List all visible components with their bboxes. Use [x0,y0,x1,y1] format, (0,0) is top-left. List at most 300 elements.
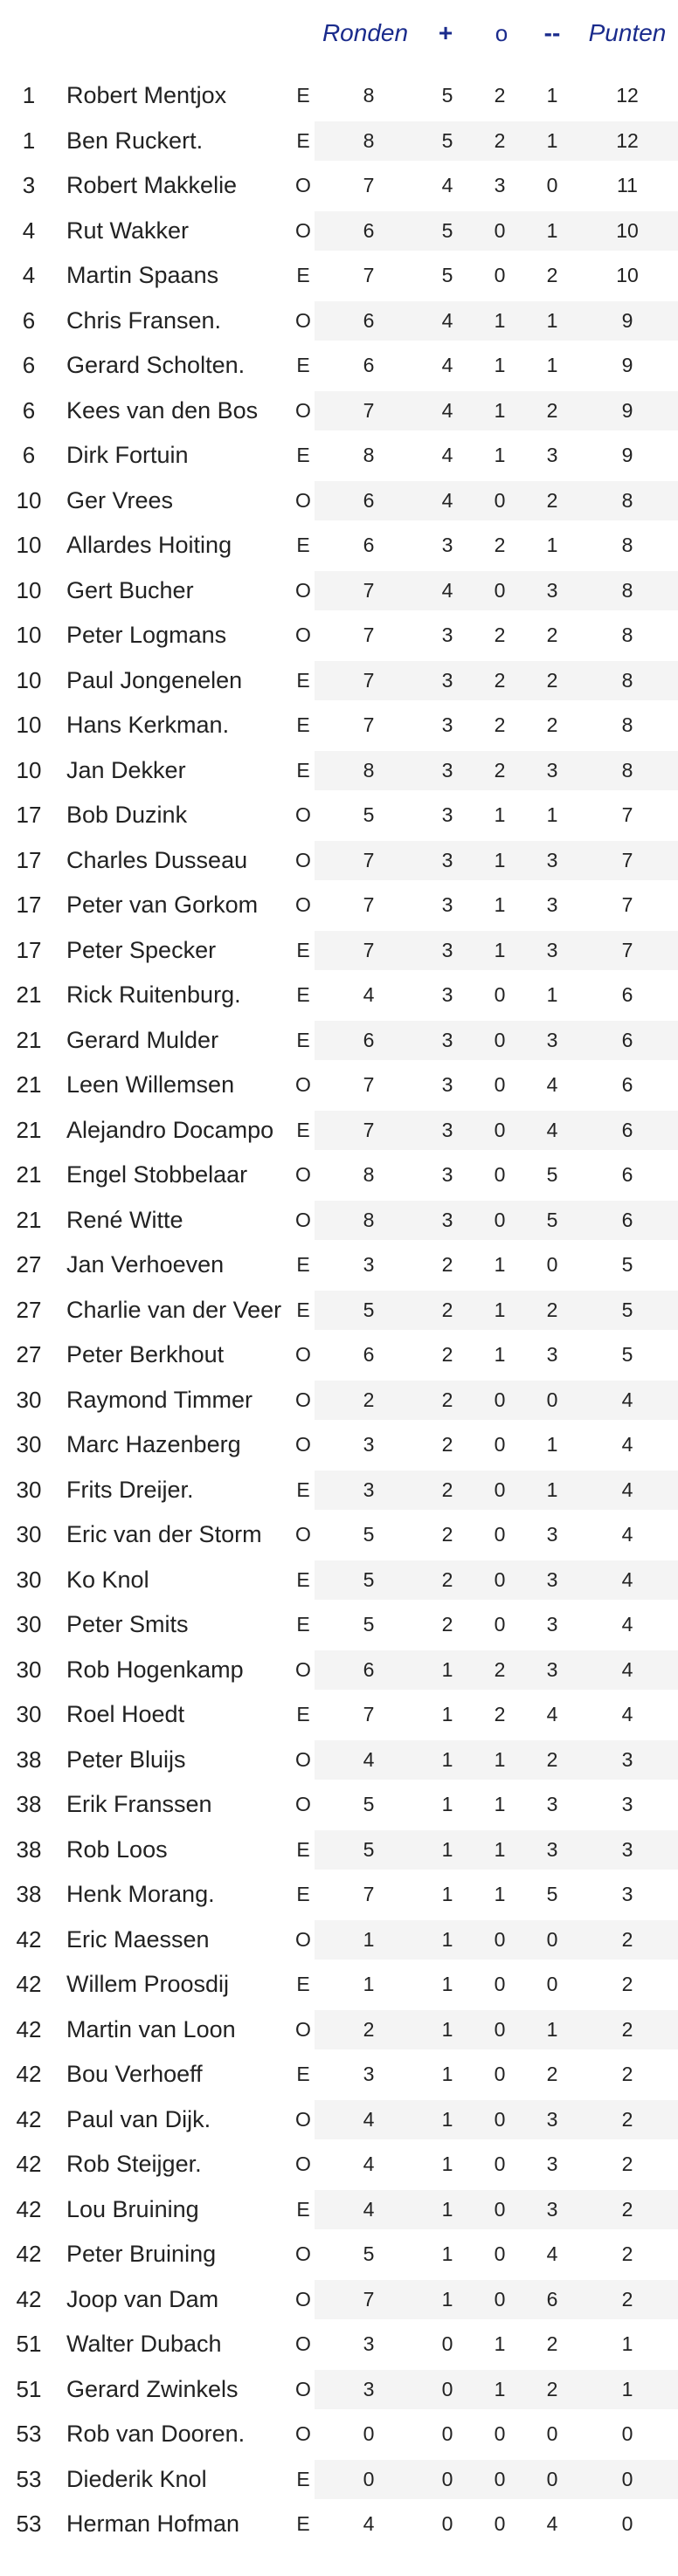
rank-cell: 53 [16,2465,42,2492]
table-row [0,1333,678,1378]
losses-cell: 2 [546,398,558,422]
table-row [0,163,678,209]
color-cell: O [295,1747,311,1771]
rank-cell: 10 [16,532,42,558]
draws-cell: 1 [494,1837,506,1861]
rank-cell: 10 [16,666,42,693]
draws-cell: 2 [494,623,506,646]
points-cell: 5 [621,1253,633,1276]
player-name: Allardes Hoiting [66,532,232,558]
points-cell: 2 [621,2152,633,2175]
table-row [0,1198,678,1243]
draws-cell: 0 [494,1163,506,1186]
draws-cell: 1 [494,1298,506,1321]
losses-cell: 6 [546,2287,558,2311]
ronden-cell: 5 [363,1298,375,1321]
color-cell: O [295,2152,311,2175]
table-row [0,2322,678,2367]
ronden-cell: 7 [363,2287,375,2311]
color-cell: E [296,1973,310,1995]
losses-cell: 4 [546,1073,558,1096]
draws-cell: 0 [494,2197,506,2221]
player-name: René Witte [66,1206,183,1233]
table-row [0,2008,678,2053]
rank-cell: 10 [16,622,42,648]
table-header [0,16,678,51]
ronden-cell: 6 [363,218,375,242]
losses-cell: 3 [546,758,558,782]
losses-cell: 1 [546,983,558,1006]
ronden-cell: 5 [363,1523,375,1546]
draws-cell: 2 [494,128,506,152]
rank-cell: 51 [16,2331,42,2357]
player-name: Peter Logmans [66,622,227,648]
losses-cell: 2 [546,2332,558,2355]
rank-cell: 38 [16,1881,42,1907]
rank-cell: 27 [16,1251,42,1278]
player-name: Hans Kerkman. [66,712,230,738]
points-cell: 0 [621,2422,633,2445]
rank-cell: 1 [22,82,36,108]
rank-cell: 38 [16,1746,42,1773]
ronden-cell: 8 [363,758,375,782]
color-cell: O [295,2017,311,2041]
points-cell: 9 [621,444,633,466]
ronden-cell: 7 [363,174,375,196]
points-cell: 8 [621,578,633,602]
draws-cell: 0 [494,1073,506,1096]
player-name: Erik Franssen [66,1791,212,1817]
wins-cell: 0 [441,2422,453,2445]
color-cell: E [296,1298,310,1321]
ronden-cell: 5 [363,1613,375,1636]
points-cell: 0 [621,2512,633,2535]
color-cell: E [296,758,310,782]
losses-cell: 2 [546,713,558,736]
draws-cell: 2 [494,1703,506,1725]
wins-cell: 1 [441,1793,453,1815]
wins-cell: 2 [441,1343,453,1366]
draws-cell: 1 [494,354,506,376]
rank-cell: 6 [22,352,36,378]
player-name: Herman Hofman [66,2511,240,2537]
player-name: Martin van Loon [66,2015,236,2042]
ronden-cell: 7 [363,1073,375,1096]
table-row [0,479,678,524]
table-row [0,613,678,658]
draws-cell: 1 [494,308,506,332]
draws-cell: 1 [494,1747,506,1771]
points-cell: 9 [621,398,633,422]
ronden-cell: 2 [363,1388,375,1411]
losses-cell: 1 [546,84,558,107]
player-name: Gert Bucher [66,576,194,603]
rank-cell: 30 [16,1386,42,1413]
table-row [0,568,678,614]
points-cell: 5 [621,1343,633,1366]
points-cell: 8 [621,668,633,692]
rank-cell: 21 [16,1026,42,1053]
wins-cell: 0 [441,2377,453,2400]
ronden-cell: 7 [363,668,375,692]
player-name: Dirk Fortuin [66,442,189,468]
rank-cell: 10 [16,712,42,738]
rank-cell: 42 [16,2285,42,2312]
wins-cell: 5 [441,218,453,242]
draws-cell: 0 [494,578,506,602]
color-cell: O [295,218,311,242]
color-cell: E [296,2512,310,2535]
wins-cell: 1 [441,2197,453,2221]
ronden-cell: 4 [363,1747,375,1771]
ronden-cell: 6 [363,488,375,512]
table-row [0,1108,678,1154]
color-cell: O [295,1343,311,1366]
points-cell: 6 [621,1028,633,1051]
points-cell: 4 [621,1523,633,1546]
losses-cell: 3 [546,2107,558,2131]
draws-cell: 0 [494,983,506,1006]
wins-cell: 1 [441,1837,453,1861]
player-name: Peter van Gorkom [66,892,259,918]
ronden-cell: 7 [363,848,375,871]
draws-cell: 0 [494,1208,506,1231]
draws-cell: 0 [494,1927,506,1951]
draws-cell: 1 [494,2332,506,2355]
ronden-cell: 7 [363,623,375,646]
table-row [0,1602,678,1648]
losses-cell: 2 [546,488,558,512]
losses-cell: 1 [546,354,558,376]
table-row [0,928,678,974]
points-cell: 1 [621,2332,633,2355]
ronden-cell: 6 [363,534,375,556]
table-row [0,658,678,704]
draws-cell: 1 [494,1253,506,1276]
wins-cell: 0 [441,2467,453,2490]
color-cell: E [296,983,310,1006]
ronden-cell: 7 [363,938,375,961]
wins-cell: 4 [441,174,453,196]
draws-cell: 0 [494,1433,506,1456]
losses-cell: 4 [546,1703,558,1725]
player-name: Eric van der Storm [66,1521,262,1547]
wins-cell: 4 [441,578,453,602]
table-row [0,1872,678,1918]
draws-cell: 1 [494,1343,506,1366]
ronden-cell: 5 [363,1837,375,1861]
losses-cell: 2 [546,1298,558,1321]
losses-cell: 0 [546,1927,558,1951]
wins-cell: 3 [441,1208,453,1231]
player-name: Rut Wakker [66,217,190,244]
losses-cell: 4 [546,1118,558,1141]
ronden-cell: 5 [363,2242,375,2265]
ronden-cell: 4 [363,2197,375,2221]
color-cell: E [296,264,310,286]
player-name: Ko Knol [66,1566,149,1593]
losses-cell: 1 [546,534,558,556]
table-row [0,1153,678,1198]
wins-cell: 1 [441,2242,453,2265]
player-name: Walter Dubach [66,2331,222,2357]
wins-cell: 4 [441,354,453,376]
draws-cell: 2 [494,713,506,736]
ronden-cell: 6 [363,1657,375,1681]
color-cell: O [295,2242,311,2265]
rank-cell: 42 [16,2195,42,2222]
ronden-cell: 7 [363,264,375,286]
table-row [0,119,678,164]
points-cell: 12 [616,84,639,107]
draws-cell: 0 [494,1973,506,1995]
table-row [0,1918,678,1963]
color-cell: E [296,1883,310,1905]
ronden-cell: 7 [363,398,375,422]
draws-cell: 2 [494,758,506,782]
points-cell: 3 [621,1837,633,1861]
losses-cell: 3 [546,848,558,871]
points-cell: 4 [621,1567,633,1591]
table-row [0,1512,678,1558]
color-cell: O [295,1433,311,1456]
rank-cell: 10 [16,576,42,603]
wins-cell: 3 [441,1118,453,1141]
table-row [0,299,678,344]
ronden-cell: 3 [363,1477,375,1501]
losses-cell: 4 [546,2512,558,2535]
ronden-cell: 0 [363,2467,375,2490]
player-name: Chris Fransen. [66,307,222,334]
ronden-cell: 4 [363,983,375,1006]
points-cell: 2 [621,2197,633,2221]
color-cell: O [295,578,311,602]
color-cell: E [296,354,310,376]
ronden-cell: 3 [363,2063,375,2085]
player-name: Joop van Dam [66,2285,219,2312]
wins-cell: 2 [441,1613,453,1636]
header-ronden: Ronden [322,19,409,46]
rank-cell: 42 [16,2015,42,2042]
color-cell: E [296,534,310,556]
table-row [0,1378,678,1423]
losses-cell: 4 [546,2242,558,2265]
draws-cell: 0 [494,1613,506,1636]
points-cell: 9 [621,308,633,332]
points-cell: 2 [621,2242,633,2265]
losses-cell: 3 [546,1657,558,1681]
wins-cell: 1 [441,2107,453,2131]
wins-cell: 4 [441,308,453,332]
ronden-cell: 7 [363,1118,375,1141]
points-cell: 2 [621,2017,633,2041]
losses-cell: 3 [546,938,558,961]
draws-cell: 0 [494,2017,506,2041]
losses-cell: 3 [546,2152,558,2175]
color-cell: O [295,803,311,826]
player-name: Rob van Dooren. [66,2421,246,2447]
losses-cell: 0 [546,1973,558,1995]
color-cell: E [296,2063,310,2085]
color-cell: E [296,128,310,152]
losses-cell: 2 [546,264,558,286]
losses-cell: 3 [546,1028,558,1051]
points-cell: 2 [621,1973,633,1995]
player-name: Peter Smits [66,1611,189,1637]
losses-cell: 5 [546,1883,558,1905]
player-name: Gerard Mulder [66,1026,219,1053]
draws-cell: 0 [494,2063,506,2085]
table-row [0,1243,678,1288]
color-cell: O [295,308,311,332]
rank-cell: 42 [16,1971,42,1997]
wins-cell: 5 [441,84,453,107]
rank-cell: 17 [16,892,42,918]
points-cell: 12 [616,128,639,152]
wins-cell: 3 [441,938,453,961]
losses-cell: 3 [546,1613,558,1636]
header-plus: + [438,19,453,46]
wins-cell: 0 [441,2512,453,2535]
table-row [0,1962,678,2008]
draws-cell: 1 [494,398,506,422]
table-row [0,1063,678,1108]
color-cell: O [295,893,311,916]
color-cell: O [295,623,311,646]
table-row [0,2367,678,2413]
table-body [0,73,678,2547]
color-cell: E [296,1703,310,1725]
ronden-cell: 4 [363,2512,375,2535]
wins-cell: 2 [441,1477,453,1501]
header-punten: Punten [588,19,667,46]
table-row [0,73,678,119]
losses-cell: 2 [546,2063,558,2085]
ronden-cell: 5 [363,1567,375,1591]
points-cell: 8 [621,488,633,512]
draws-cell: 0 [494,488,506,512]
points-cell: 4 [621,1613,633,1636]
ronden-cell: 7 [363,1703,375,1725]
ronden-cell: 4 [363,2107,375,2131]
ronden-cell: 8 [363,1163,375,1186]
wins-cell: 3 [441,893,453,916]
wins-cell: 4 [441,488,453,512]
player-name: Marc Hazenberg [66,1431,241,1457]
color-cell: E [296,1837,310,1861]
ronden-cell: 3 [363,1433,375,1456]
table-row [0,748,678,794]
table-row [0,1468,678,1513]
wins-cell: 2 [441,1433,453,1456]
color-cell: E [296,1253,310,1276]
losses-cell: 1 [546,308,558,332]
ronden-cell: 8 [363,84,375,107]
wins-cell: 1 [441,1657,453,1681]
points-cell: 7 [621,893,633,916]
draws-cell: 0 [494,2467,506,2490]
wins-cell: 3 [441,758,453,782]
wins-cell: 1 [441,1927,453,1951]
ronden-cell: 7 [363,893,375,916]
color-cell: E [296,2467,310,2490]
color-cell: O [295,848,311,871]
player-name: Henk Morang. [66,1881,215,1907]
draws-cell: 0 [494,2287,506,2311]
draws-cell: 1 [494,848,506,871]
draws-cell: 0 [494,2512,506,2535]
ronden-cell: 4 [363,2152,375,2175]
rank-cell: 21 [16,981,42,1008]
ronden-cell: 1 [363,1973,375,1995]
draws-cell: 0 [494,1118,506,1141]
player-name: Rick Ruitenburg. [66,981,241,1008]
points-cell: 3 [621,1793,633,1815]
rank-cell: 4 [22,217,36,244]
player-name: Eric Maessen [66,1925,210,1953]
losses-cell: 2 [546,668,558,692]
wins-cell: 1 [441,2063,453,2085]
rank-cell: 30 [16,1521,42,1547]
rank-cell: 51 [16,2375,42,2402]
color-cell: E [296,444,310,466]
points-cell: 7 [621,938,633,961]
losses-cell: 3 [546,1793,558,1815]
rank-cell: 30 [16,1611,42,1637]
losses-cell: 3 [546,1343,558,1366]
draws-cell: 2 [494,1657,506,1681]
losses-cell: 5 [546,1163,558,1186]
wins-cell: 5 [441,264,453,286]
rank-cell: 10 [16,756,42,783]
losses-cell: 5 [546,1208,558,1231]
losses-cell: 1 [546,803,558,826]
losses-cell: 3 [546,2197,558,2221]
draws-cell: 1 [494,444,506,466]
rank-cell: 6 [22,307,36,334]
player-name: Gerard Scholten. [66,352,246,378]
wins-cell: 1 [441,1703,453,1725]
player-name: Paul Jongenelen [66,666,243,693]
rank-cell: 53 [16,2421,42,2447]
losses-cell: 0 [546,2422,558,2445]
losses-cell: 1 [546,218,558,242]
table-row [0,2187,678,2233]
points-cell: 0 [621,2467,633,2490]
player-name: Lou Bruining [66,2195,199,2222]
player-name: Rob Steijger. [66,2151,202,2177]
losses-cell: 3 [546,1567,558,1591]
color-cell: E [296,1118,310,1141]
losses-cell: 0 [546,1253,558,1276]
points-cell: 8 [621,713,633,736]
player-name: Engel Stobbelaar [66,1161,248,1188]
points-cell: 2 [621,2287,633,2311]
rank-cell: 10 [16,486,42,513]
wins-cell: 3 [441,983,453,1006]
points-cell: 4 [621,1703,633,1725]
table-row [0,793,678,838]
player-name: Peter Specker [66,936,217,963]
draws-cell: 0 [494,2107,506,2131]
header-o: o [495,20,508,46]
rank-cell: 17 [16,936,42,963]
table-row [0,2097,678,2143]
losses-cell: 1 [546,1477,558,1501]
ronden-cell: 6 [363,1343,375,1366]
color-cell: O [295,174,311,196]
rank-cell: 4 [22,262,36,288]
